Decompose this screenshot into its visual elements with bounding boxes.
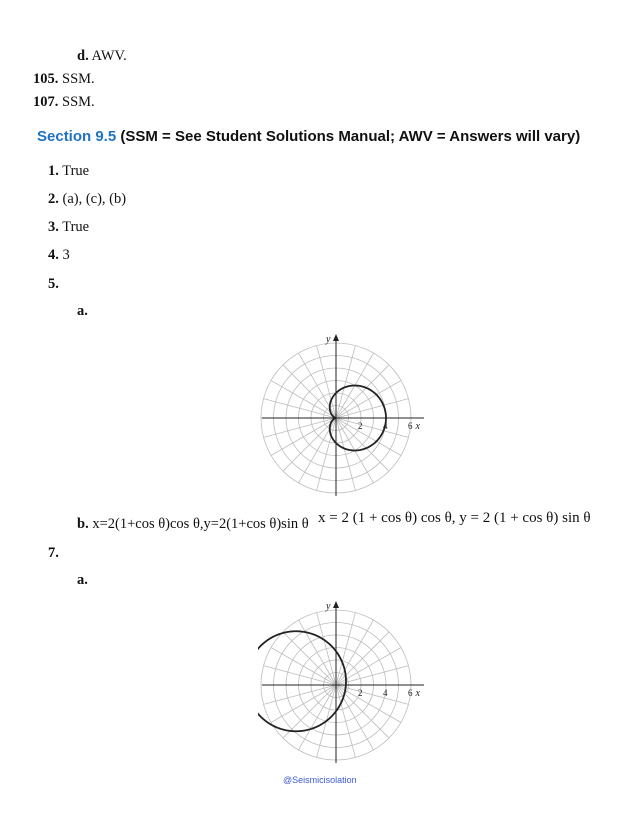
tick-label: 6 bbox=[408, 421, 413, 431]
polar-graph-circle bbox=[258, 597, 428, 767]
item-number: d. bbox=[77, 48, 89, 64]
answer-1 bbox=[48, 162, 89, 180]
part-a-label bbox=[77, 302, 88, 320]
grid-ray bbox=[271, 418, 336, 456]
watermark: @Seismicisolation bbox=[283, 775, 357, 785]
part-b-line bbox=[77, 515, 309, 533]
section-number: Section 9.5 bbox=[37, 128, 117, 145]
grid-ray bbox=[336, 620, 374, 685]
tick-label: 2 bbox=[358, 688, 363, 698]
item-text: AWV. bbox=[91, 48, 127, 64]
item-107 bbox=[33, 93, 95, 111]
tick-label: 4 bbox=[383, 688, 388, 698]
grid-ray bbox=[336, 685, 374, 750]
part-a-label-7 bbox=[77, 571, 88, 589]
grid-ray bbox=[271, 685, 336, 723]
answer-number: 3. bbox=[48, 219, 59, 235]
x-axis-label: x bbox=[415, 421, 420, 432]
y-axis-label: y bbox=[326, 334, 331, 345]
tick-label: 2 bbox=[358, 421, 363, 431]
answer-2 bbox=[48, 190, 126, 208]
answer-text: True bbox=[62, 163, 90, 179]
item-number: 107. bbox=[33, 94, 59, 110]
grid-ray bbox=[336, 418, 389, 471]
answer-5 bbox=[48, 275, 59, 293]
grid-ray bbox=[299, 620, 337, 685]
grid-ray bbox=[336, 632, 389, 685]
answer-number: 7. bbox=[48, 545, 59, 561]
answer-3 bbox=[48, 218, 89, 236]
grid-ray bbox=[283, 418, 336, 471]
grid-ray bbox=[271, 381, 336, 419]
y-axis-label: y bbox=[326, 601, 331, 612]
part-b-text: x=2(1+cos θ)cos θ,y=2(1+cos θ)sin θ bbox=[92, 516, 309, 532]
tick-label: 4 bbox=[383, 421, 388, 431]
parametric-equation: x = 2 (1 + cos θ) cos θ, y = 2 (1 + cos θ) sin θ bbox=[318, 510, 591, 526]
answer-number: 1. bbox=[48, 163, 59, 179]
grid-ray bbox=[336, 365, 389, 418]
answer-text: True bbox=[62, 219, 90, 235]
grid-ray bbox=[271, 648, 336, 686]
answer-7 bbox=[48, 544, 59, 562]
tick-label: 6 bbox=[408, 688, 413, 698]
item-d bbox=[77, 47, 127, 65]
x-axis-label: x bbox=[415, 688, 420, 699]
part-label: a. bbox=[77, 303, 88, 319]
section-note: (SSM = See Student Solutions Manual; AWV = Answers will vary) bbox=[120, 128, 581, 145]
part-label: a. bbox=[77, 572, 88, 588]
answer-text: 3 bbox=[62, 247, 70, 263]
y-axis-arrow bbox=[333, 334, 339, 341]
section-heading bbox=[37, 128, 580, 145]
item-105 bbox=[33, 70, 95, 88]
answer-number: 2. bbox=[48, 191, 59, 207]
grid-ray bbox=[283, 632, 336, 685]
item-number: 105. bbox=[33, 71, 59, 87]
item-text: SSM. bbox=[62, 71, 95, 87]
answer-text: (a), (c), (b) bbox=[62, 191, 127, 207]
polar-graph-cardioid bbox=[258, 330, 428, 500]
answer-4 bbox=[48, 246, 70, 264]
answer-number: 5. bbox=[48, 276, 59, 292]
item-text: SSM. bbox=[62, 94, 95, 110]
y-axis-arrow bbox=[333, 601, 339, 608]
grid-ray bbox=[283, 365, 336, 418]
part-label: b. bbox=[77, 516, 89, 532]
answer-number: 4. bbox=[48, 247, 59, 263]
